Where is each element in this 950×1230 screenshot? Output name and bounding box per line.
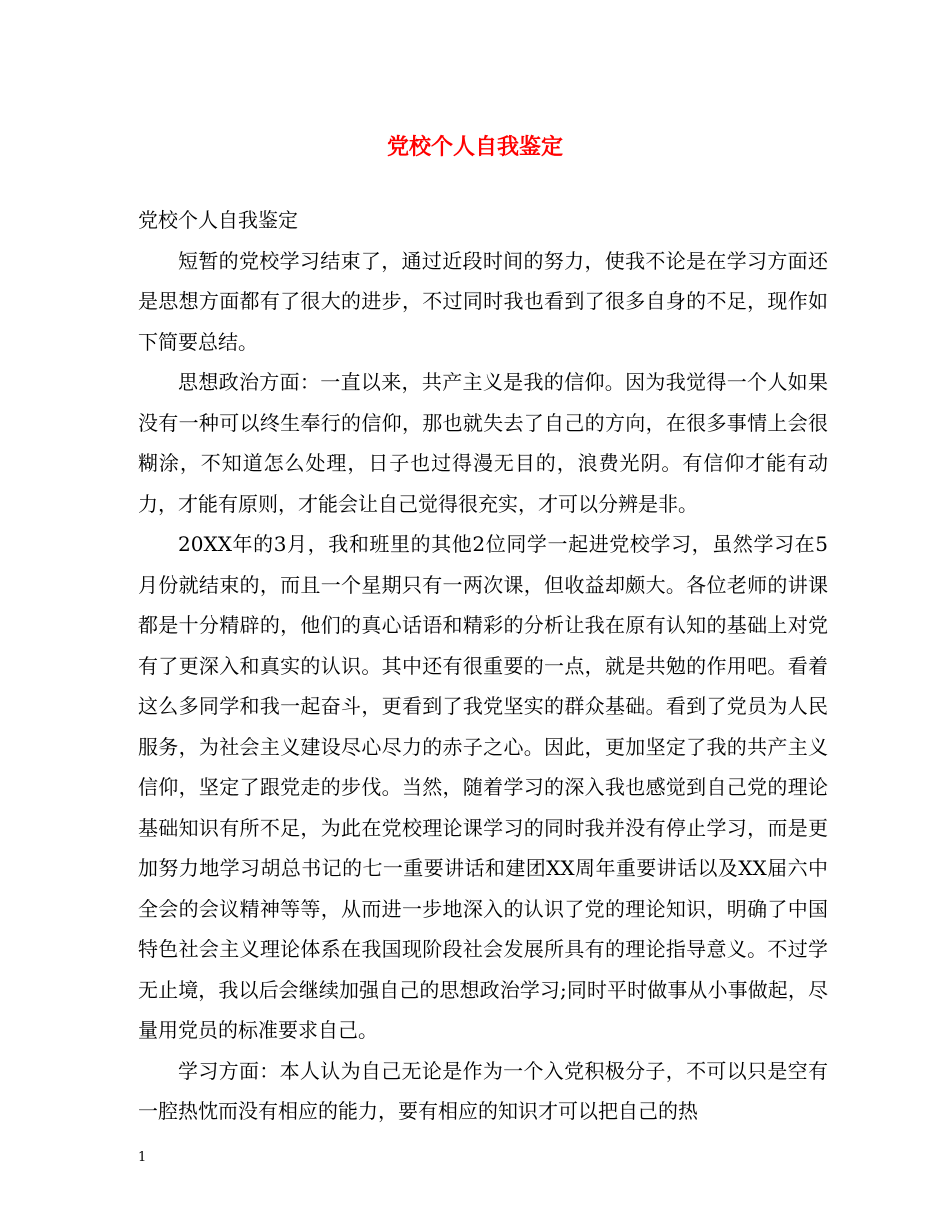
paragraph-party-school-study: 20XX年的3月，我和班里的其他2位同学一起进党校学习，虽然学习在5月份就结束的，而且一个星期只有一两次课，但收益却颇大。各位老师的讲课都是十分精辟的，他们的真心话语和精彩的分析让我在原有认知的基础上对党有了更深入和真实的认识。其中还有很重要的一点，就是共勉的作用吧。看着这么多同学和我一起奋斗，更看到了我党坚实的群众基础。看到了党员为人民服务，为社会主义建设尽心尽力的赤子之心。因此，更加坚定了我的共产主义信仰，坚定了跟党走的步伐。当然，随着学习的深入我也感觉到自己党的理论基础知识有所不足，为此在党校理论课学习的同时我并没有停止学习，而是更加努力地学习胡总书记的七一重要讲话和建团XX周年重要讲话以及XX届六中全会的会议精神等等，从而进一步地深入的认识了党的理论知识，明确了中国特色社会主义理论体系在我国现阶段社会发展所具有的理论指导意义。不过学无止境，我以后会继续加强自己的思想政治学习;同时平时做事从小事做起，尽量用党员的标准要求自己。: [138, 532, 828, 1042]
page-number: 1: [138, 1150, 147, 1165]
paragraph-intro: 短暂的党校学习结束了，通过近段时间的努力，使我不论是在学习方面还是思想方面都有了很大的进步，不过同时我也看到了很多自身的不足，现作如下简要总结。: [138, 248, 828, 354]
paragraph-study-aspect: 学习方面：本人认为自己无论是作为一个入党积极分子，不可以只是空有一腔热忱而没有相应的能力，要有相应的知识才可以把自己的热: [138, 1058, 828, 1123]
document-body: [138, 200, 828, 1132]
paragraph-political-thought: 思想政治方面：一直以来，共产主义是我的信仰。因为我觉得一个人如果没有一种可以终生奉行的信仰，那也就失去了自己的方向，在很多事情上会很糊涂，不知道怎么处理，日子也过得漫无目的，浪费光阴。有信仰才能有动力，才能有原则，才能会让自己觉得很充实，才可以分辨是非。: [138, 370, 828, 516]
document-subtitle: 党校个人自我鉴定: [138, 208, 298, 232]
document-title: 党校个人自我鉴定: [386, 134, 563, 160]
